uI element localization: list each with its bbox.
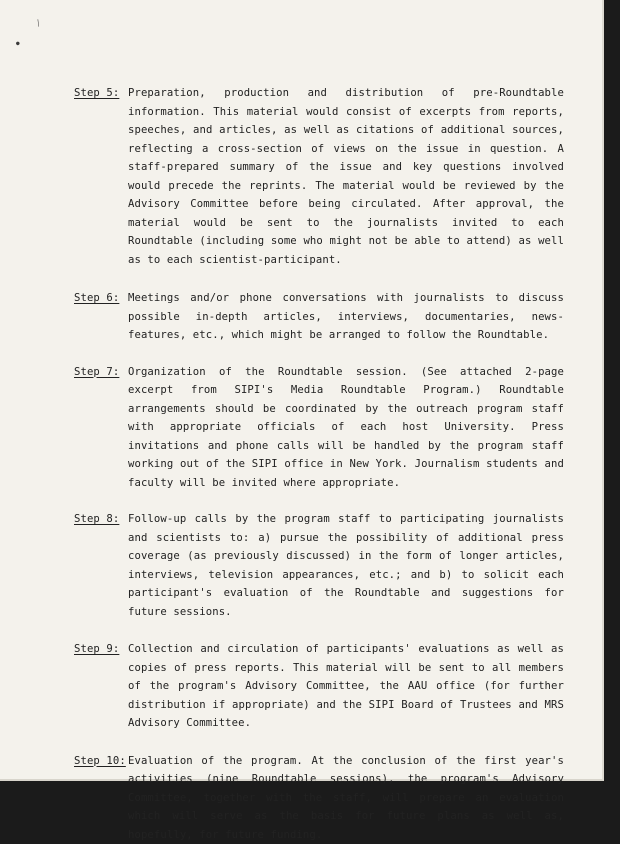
step-8-label: Step 8: <box>74 510 128 529</box>
step-10 <box>74 752 564 844</box>
step-10-label: Step 10: <box>74 752 128 771</box>
step-9-label: Step 9: <box>74 640 128 659</box>
step-6-label: Step 6: <box>74 289 128 308</box>
step-8 <box>74 510 564 621</box>
step-5-text: Preparation, production and distribution of pre-Roundtable information. This material would consist of excerpts from reports, speeches, and articles, as well as citations of additional sources, reflecting a cross-section of views on the issue in question. A staff-prepared summary of the issue and key questions involved would precede the reprints. The material would be reviewed by the Advisory Committee before being circulated. After approval, the material would be sent to the journalists invited to each Roundtable (including some who might not be able to attend) as well as to each scientist-participant. <box>128 84 564 269</box>
step-5-label: Step 5: <box>74 84 128 103</box>
step-7 <box>74 363 564 493</box>
step-7-label: Step 7: <box>74 363 128 382</box>
step-9 <box>74 640 564 733</box>
step-8-text: Follow-up calls by the program staff to participating journalists and scientists to: a) pursue the possibility of additional press coverage (as previously discussed) in the form of longer articles, interviews, television appearances, etc.; and b) to solicit each participant's evaluation of the Roundtable and suggestions for future sessions. <box>128 510 564 621</box>
speck-mark: ● <box>16 40 20 47</box>
steps-list <box>74 84 564 844</box>
pen-mark: ⁄ <box>33 17 45 30</box>
step-10-text: Evaluation of the program. At the conclusion of the first year's activities (nine Roundtable sessions), the program's Advisory Committee, together with the staff, will prepare an evaluation which will serve as the basis for future plans as well as, hopefully, for future funding. <box>128 752 564 844</box>
step-9-text: Collection and circulation of participants' evaluations as well as copies of press reports. This material will be sent to all members of the program's Advisory Committee, the AAU office (for further distribution if appropriate) and the SIPI Board of Trustees and MRS Advisory Committee. <box>128 640 564 733</box>
step-5 <box>74 84 564 269</box>
step-6 <box>74 289 564 345</box>
step-7-text: Organization of the Roundtable session. (See attached 2-page excerpt from SIPI's Media Roundtable Program.) Roundtable arrangements should be coordinated by the outreach program staff with appropriate officials of each host University. Press invitations and phone calls will be handled by the program staff working out of the SIPI office in New York. Journalism students and faculty will be invited where appropriate. <box>128 363 564 493</box>
step-6-text: Meetings and/or phone conversations with journalists to discuss possible in-depth articles, interviews, documentaries, news-features, etc., which might be arranged to follow the Roundtable. <box>128 289 564 345</box>
